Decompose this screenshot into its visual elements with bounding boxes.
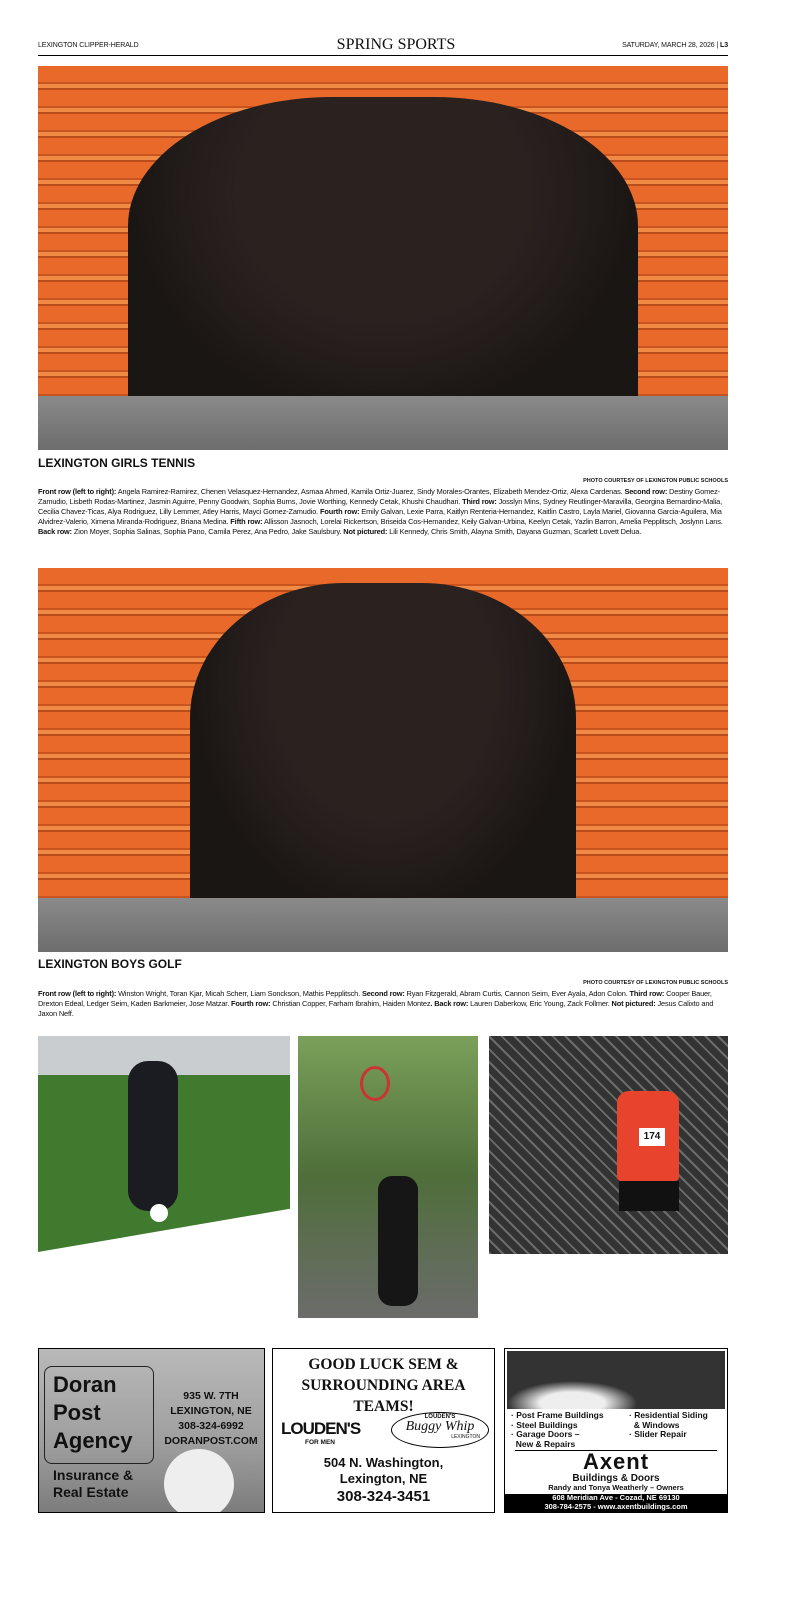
row-names: Lauren Daberkow, Eric Young, Zack Follmer.	[468, 999, 612, 1008]
row-label: . Back row:	[430, 999, 469, 1008]
axent-buildings-ad	[504, 1348, 728, 1513]
services-left	[511, 1411, 604, 1449]
row-label: Second row:	[624, 487, 668, 496]
row-names: Jesus Calixto and Jaxon Neff.	[38, 999, 714, 1018]
header-rule	[38, 55, 728, 56]
race-bib: 174	[639, 1128, 665, 1146]
row-names: Destiny Gomez-Zamudio, Lisbeth Rodas-Martinez, Jasmin Aguirre, Penny Goodwin, Sophia Burns, Jovie Worthing, Kennedy Cetak, Khushi Chaudhari.	[38, 487, 720, 506]
boys-golf-title: LEXINGTON BOYS GOLF	[38, 957, 182, 971]
row-names: Allisson Jasnoch, Lorelai Rickertson, Briseida Cos-Hernandez, Keily Galvan-Urbina, Keelyn Cetak, Yazlin Barron, Amelia Pepplitsch, Joslynn Lans.	[262, 517, 723, 526]
service-item: · Steel Buildings	[511, 1419, 578, 1430]
ad-name: Agency	[53, 1428, 133, 1453]
tennis-serve-photo	[298, 1036, 478, 1318]
row-names: Cooper Bauer, Drexton Edeal, Ledger Seim, Kaden Barkmeier, Jose Matzar.	[38, 989, 712, 1008]
service-item: · Garage Doors –	[511, 1429, 580, 1439]
photo-credit: PHOTO COURTESY OF LEXINGTON PUBLIC SCHOOLS	[583, 478, 728, 484]
ad-city: Lexington, NE	[339, 1471, 428, 1486]
axent-logo: Axent	[582, 1449, 650, 1474]
ad-contact: 308-784-2575 - www.axentbuildings.com	[544, 1501, 688, 1511]
logo-subtitle: FOR MEN	[305, 1439, 335, 1446]
row-names: Christian Copper, Farham Ibrahim, Haiden Montez	[270, 999, 431, 1008]
date: SATURDAY, MARCH 28, 2026	[622, 42, 715, 49]
row-names: Lili Kennedy, Chris Smith, Alayna Smith, Dayana Guzman, Scarlett Lovett Delua.	[387, 527, 642, 536]
page-number: L3	[720, 42, 728, 49]
photo-credit: PHOTO COURTESY OF LEXINGTON PUBLIC SCHOOLS	[583, 980, 728, 986]
ad-address: 608 Meridian Ave - Cozad, NE 69130	[552, 1493, 680, 1502]
soccer-action-photo	[38, 1036, 290, 1252]
ad-tagline: Insurance &	[53, 1467, 134, 1483]
row-label: Front row (left to right):	[38, 989, 117, 998]
ad-headline: GOOD LUCK SEM & SURROUNDING AREA TEAMS!	[301, 1356, 466, 1415]
row-label: Second row:	[361, 989, 405, 998]
discus-throw-photo	[489, 1036, 728, 1254]
row-names: Josslyn Mins, Sydney Reutlinger-Maravilla, Georgina Bernardino-Malia, Cecilia Chavez-Ticas, Alya Rodriguez, Lilly Lemmer, Atley Harris, Mayci Gomez-Zamudio.	[38, 497, 722, 516]
row-names: Zion Moyer, Sophia Salinas, Sophia Pano, Camila Perez, Ana Pedro, Jake Saulsbury.	[71, 527, 344, 536]
services-right	[629, 1411, 708, 1440]
ad-owners: Randy and Tonya Weatherly – Owners	[548, 1483, 684, 1492]
girls-tennis-team-photo	[38, 66, 728, 450]
row-label: Third row:	[462, 497, 497, 506]
row-label: Fourth row:	[319, 507, 360, 516]
service-item: · Residential Siding	[629, 1410, 708, 1420]
boys-golf-team-photo	[38, 568, 728, 952]
issue-date: SATURDAY, MARCH 28, 2026 | L3	[622, 42, 728, 49]
ad-city: LEXINGTON, NE	[170, 1405, 252, 1417]
ad-phone: 308-324-6992	[178, 1420, 244, 1432]
row-names: Emily Galvan, Lexie Parra, Kaitlyn Renteria-Hernandez, Kaitlin Castro, Layla Mariel, Giovanna Garcia-Aguilera, Mia Alvidrez-Valerio, Ximena Miranda-Rodriguez, Briana Medina.	[38, 507, 722, 526]
ad-name: Doran	[53, 1372, 117, 1397]
service-item: & Windows	[629, 1419, 680, 1430]
ad-subtitle: Buildings & Doors	[572, 1473, 660, 1484]
row-names: Ryan Fitzgerald, Abram Curtis, Cannon Seim, Ever Ayala, Adon Colon.	[404, 989, 630, 998]
service-item: New & Repairs	[511, 1438, 576, 1449]
ad-name: Post	[53, 1400, 101, 1425]
row-label: Not pictured:	[611, 999, 656, 1008]
service-item: · Post Frame Buildings	[511, 1410, 604, 1420]
boys-golf-caption	[38, 989, 728, 1019]
buggy-whip-logo: LOUDEN'S Buggy Whip LEXINGTON	[391, 1412, 489, 1448]
ad-address: 935 W. 7TH	[183, 1390, 239, 1402]
row-label: Back row:	[38, 527, 72, 536]
girls-tennis-title: LEXINGTON GIRLS TENNIS	[38, 456, 196, 470]
girls-tennis-caption	[38, 487, 728, 537]
loudens-logo: LOUDEN'S	[281, 1419, 361, 1438]
ad-tagline: Real Estate	[53, 1484, 129, 1500]
newspaper-name: LEXINGTON CLIPPER-HERALD	[38, 42, 139, 49]
row-label: Fourth row:	[231, 999, 271, 1008]
row-label: Fifth row:	[230, 517, 263, 526]
service-item: · Slider Repair	[629, 1429, 687, 1439]
ad-website: DORANPOST.COM	[164, 1435, 258, 1447]
row-label: Third row:	[629, 989, 665, 998]
doran-post-agency-ad	[38, 1348, 265, 1513]
row-label: Not pictured:	[343, 527, 388, 536]
ad-phone: 308-324-3451	[336, 1488, 431, 1505]
row-label: Front row (left to right):	[38, 487, 117, 496]
ad-address: 504 N. Washington,	[323, 1455, 444, 1470]
row-names: Angela Ramirez-Ramirez, Chenen Velasquez-Hernandez, Asmaa Ahmed, Kamila Ortiz-Juarez, Sindy Morales-Orantes, Elizabeth Mendez-Ortiz, Alexa Cardenas.	[116, 487, 625, 496]
row-names: Winston Wright, Toran Kjar, Micah Scherr, Liam Sonckson, Mathis Pepplitsch.	[116, 989, 362, 998]
section-title: SPRING SPORTS	[336, 36, 456, 53]
loudens-ad	[272, 1348, 495, 1513]
